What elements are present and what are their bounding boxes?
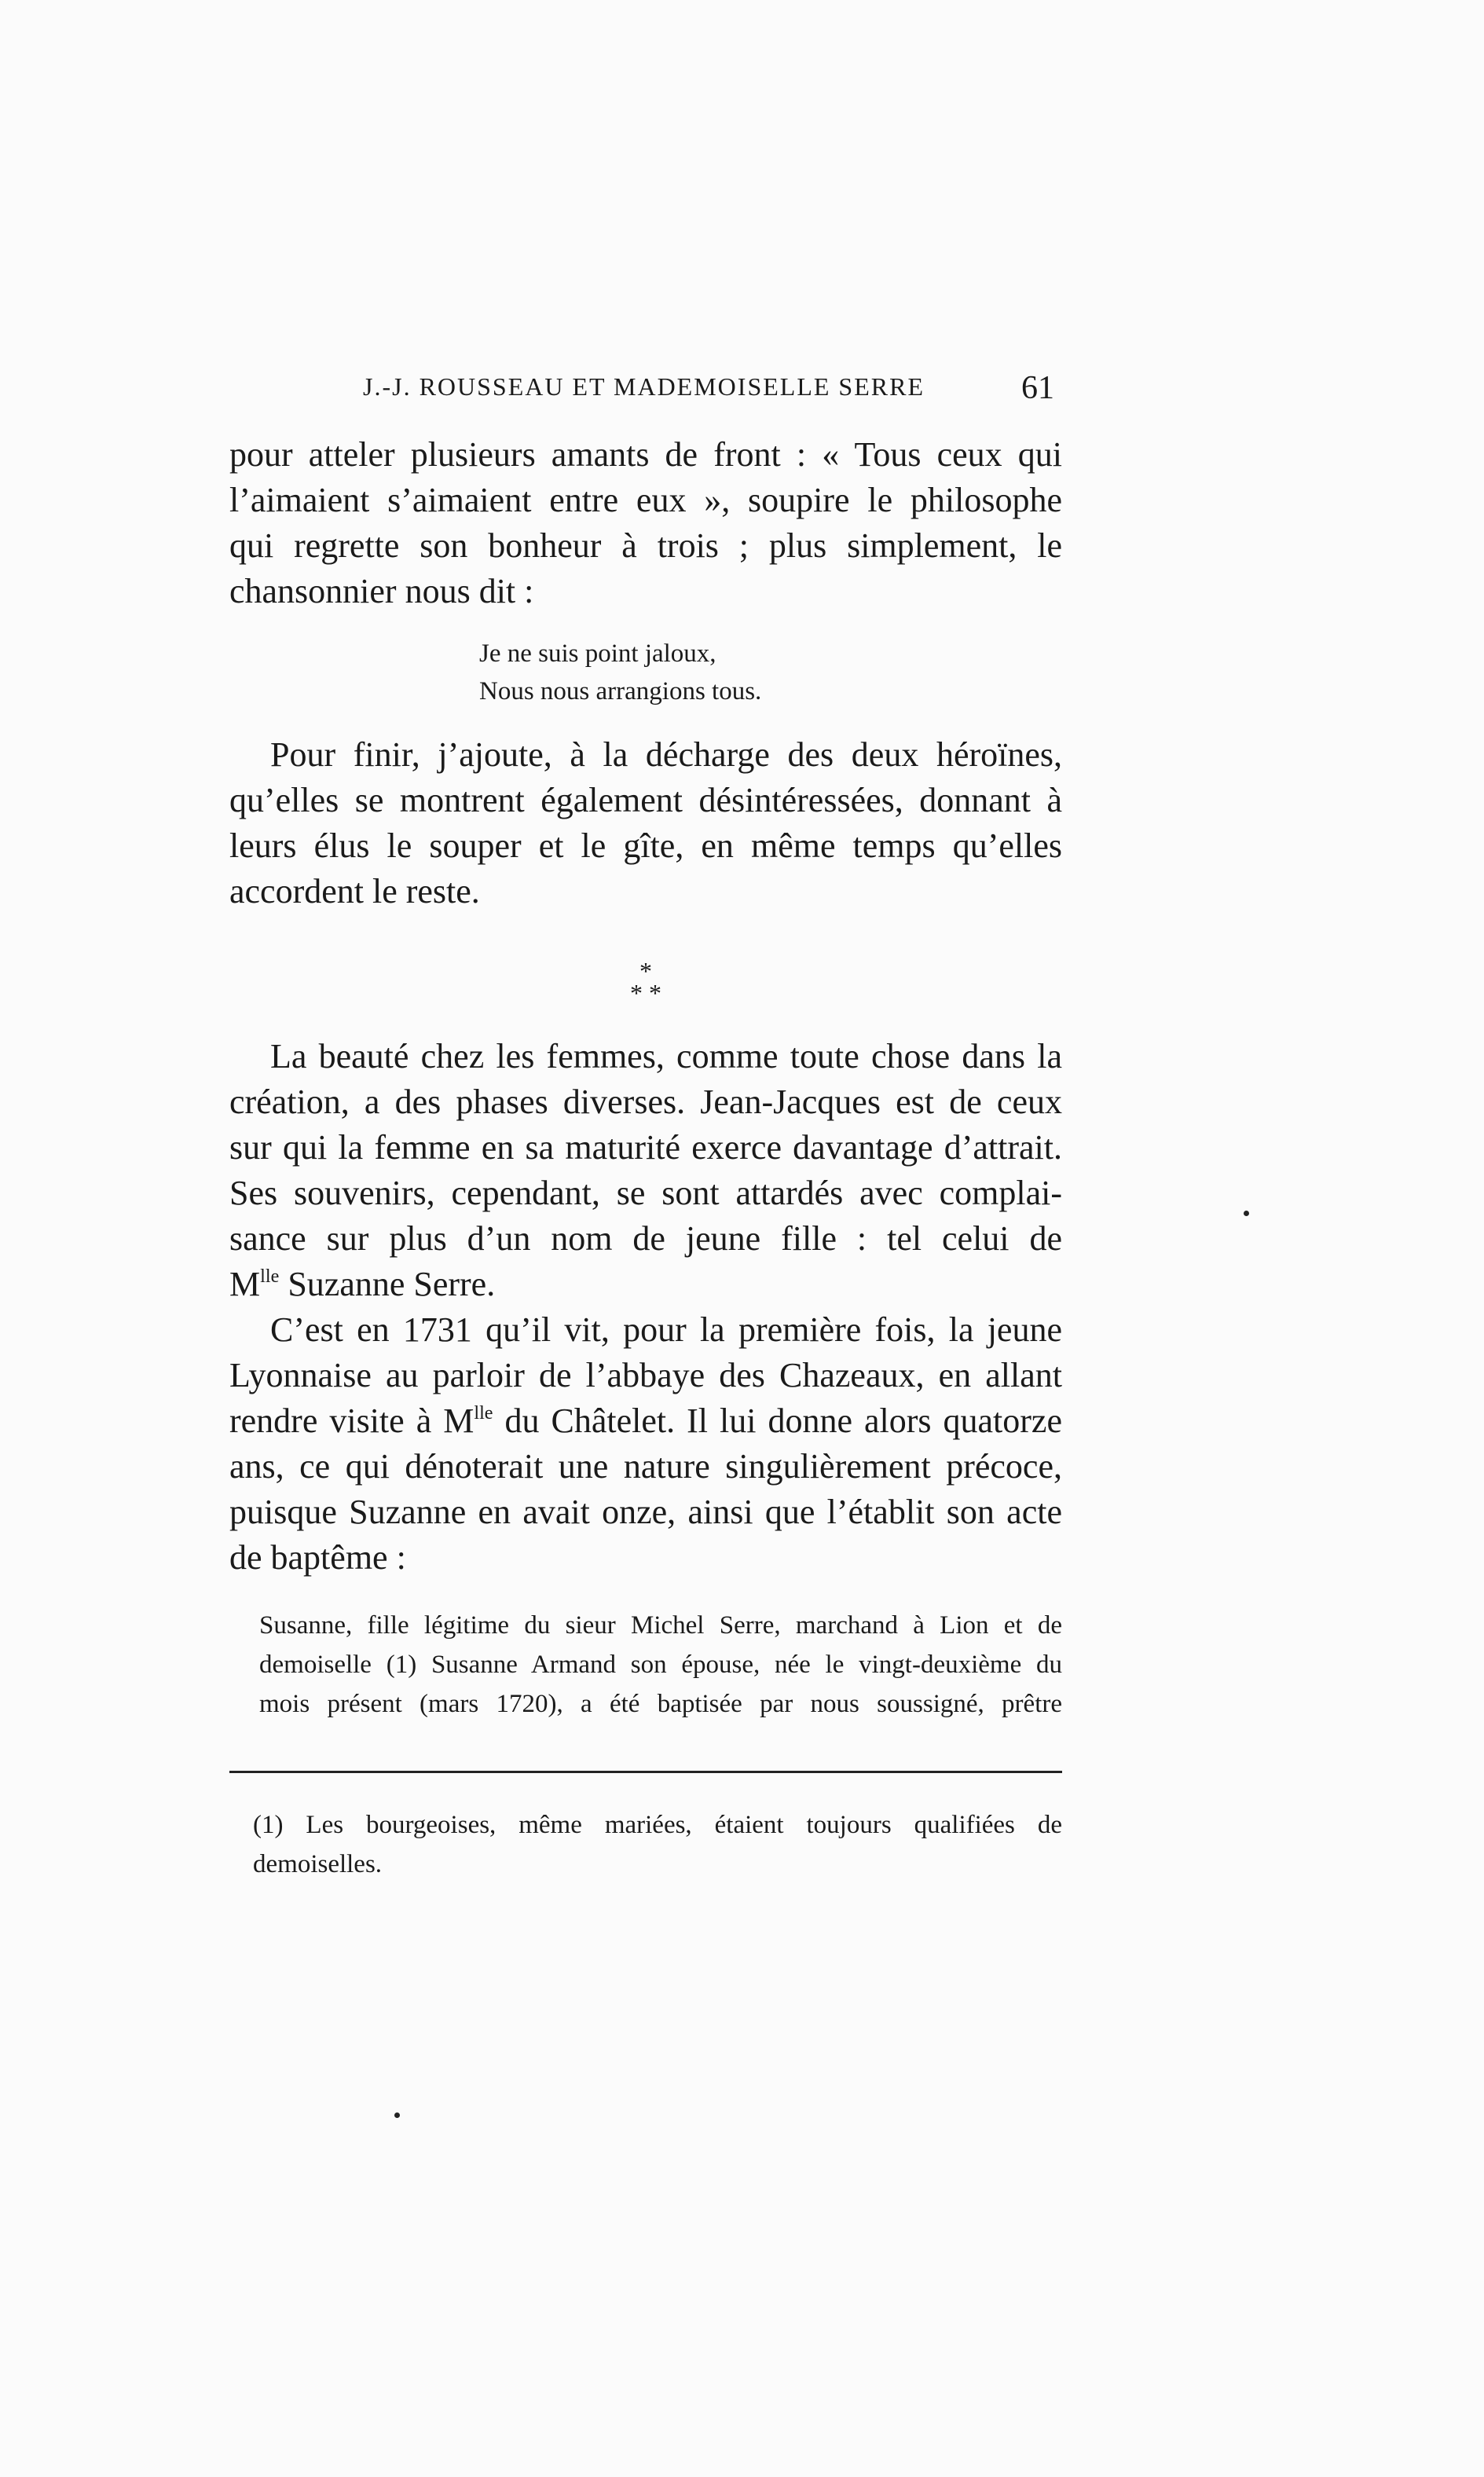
- paragraph-1: [229, 432, 1062, 614]
- text-line: Ses souvenirs, cependant, se sont attardés avec complai-: [229, 1174, 1062, 1212]
- honorific: M: [229, 1265, 261, 1303]
- text-line: [229, 1398, 1062, 1444]
- text-line: puisque Suzanne en avait onze, ainsi que l’établit son acte: [229, 1493, 1062, 1531]
- quote-line: demoiselle (1) Susanne Armand son épouse, née le vingt-deuxième du: [259, 1651, 1062, 1679]
- paragraph-4: [229, 1307, 1062, 1581]
- footnote-line: demoiselles.: [253, 1850, 383, 1878]
- ink-speck: [394, 2112, 400, 2118]
- footnote: [253, 1805, 1062, 1884]
- section-break-asterism: [599, 957, 693, 1007]
- asterism-top: *: [639, 957, 652, 985]
- text-line: La beauté chez les femmes, comme toute chose dans la: [270, 1037, 1062, 1075]
- quote-line: Susanne, fille légitime du sieur Michel Serre, marchand à Lion et de: [259, 1611, 1062, 1640]
- text-line: qu’elles se montrent également désintéressées, donnant à: [229, 781, 1062, 819]
- quote-line: mois présent (mars 1720), a été baptisée par nous soussigné, prêtre: [259, 1690, 1062, 1718]
- honorific-superscript: lle: [474, 1402, 493, 1424]
- text-line: pour atteler plusieurs amants de front : « Tous ceux qui: [229, 435, 1062, 474]
- baptism-record-quote: [259, 1606, 1062, 1724]
- asterism-bottom: * *: [630, 979, 661, 1007]
- text-fragment: rendre visite à M: [229, 1402, 475, 1440]
- text-line: ans, ce qui dénoterait une nature singulièrement précoce,: [229, 1447, 1062, 1486]
- honorific-superscript: lle: [260, 1266, 280, 1288]
- running-title: J.-J. ROUSSEAU ET MADEMOISELLE SERRE: [363, 372, 925, 401]
- text-line: C’est en 1731 qu’il vit, pour la première fois, la jeune: [270, 1310, 1062, 1349]
- verse-line: Nous nous arrangions tous.: [479, 677, 762, 705]
- verse-line: Je ne suis point jaloux,: [479, 639, 716, 668]
- text-line: qui regrette son bonheur à trois ; plus simplement, le: [229, 526, 1062, 565]
- text-line: Pour finir, j’ajoute, à la décharge des deux héroïnes,: [270, 735, 1062, 774]
- footnote-line: (1) Les bourgeoises, même mariées, étaient toujours qualifiées de: [253, 1811, 1062, 1839]
- text-line: de baptême :: [229, 1538, 406, 1577]
- text-line: [229, 1262, 1062, 1307]
- text-line: chansonnier nous dit :: [229, 572, 534, 610]
- text-line: l’aimaient s’aimaient entre eux », soupire le philosophe: [229, 481, 1062, 519]
- page-number: 61: [1021, 370, 1054, 406]
- text-fragment: du Châtelet. Il lui donne alors quatorze: [493, 1402, 1062, 1440]
- text-line: création, a des phases diverses. Jean-Jacques est de ceux: [229, 1083, 1062, 1121]
- text-line: sance sur plus d’un nom de jeune fille : tel celui de: [229, 1219, 1062, 1258]
- paragraph-2: [229, 732, 1062, 914]
- text-fragment: Suzanne Serre.: [279, 1265, 496, 1303]
- verse-quotation: [479, 635, 761, 710]
- text-line: accordent le reste.: [229, 872, 480, 911]
- paragraph-3: [229, 1034, 1062, 1307]
- running-head: [229, 372, 1062, 420]
- text-line: leurs élus le souper et le gîte, en même temps qu’elles: [229, 826, 1062, 865]
- text-line: Lyonnaise au parloir de l’abbaye des Chazeaux, en allant: [229, 1356, 1062, 1394]
- text-line: sur qui la femme en sa maturité exerce davantage d’attrait.: [229, 1128, 1062, 1167]
- footnote-separator: [229, 1771, 1062, 1773]
- ink-speck: [1244, 1211, 1249, 1216]
